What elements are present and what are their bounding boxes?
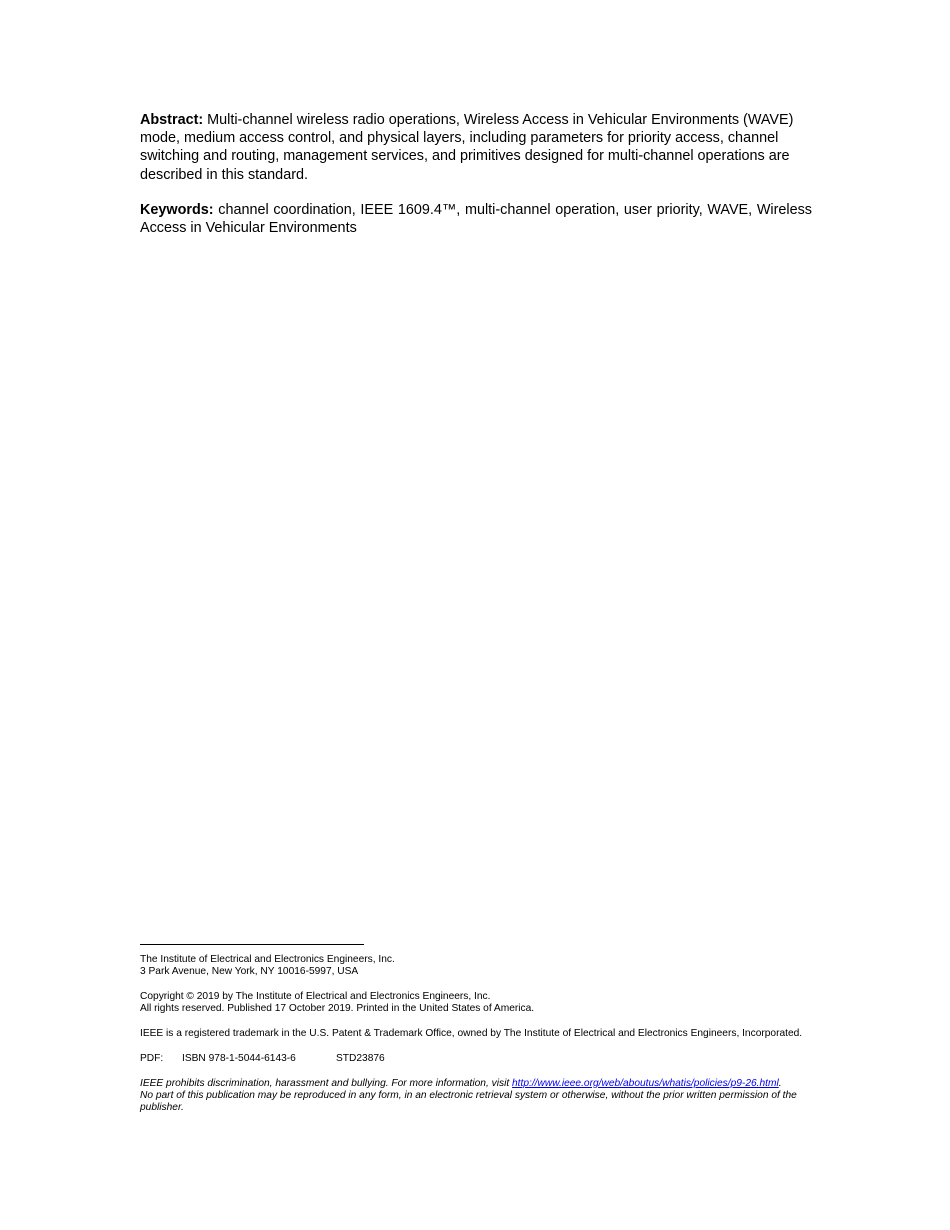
keywords-label: Keywords: xyxy=(140,201,214,218)
publisher-address: 3 Park Avenue, New York, NY 10016-5997, USA xyxy=(140,966,359,978)
legal-suffix: . xyxy=(778,1077,782,1089)
publication-footer xyxy=(140,954,816,1127)
reproduction-notice: No part of this publication may be reproduced in any form, in an electronic retrieval system or otherwise, without the prior written permission of the publisher. xyxy=(140,1089,797,1113)
trademark-notice: IEEE is a registered trademark in the U.S. Patent & Trademark Office, owned by The Institute of Electrical and Electronics Engineers, Incorporated. xyxy=(140,1028,803,1039)
isbn-number: ISBN 978-1-5044-6143-6 xyxy=(182,1052,296,1064)
rights-line: All rights reserved. Published 17 October 2019. Printed in the United States of America. xyxy=(140,1003,535,1015)
policy-link[interactable]: http://www.ieee.org/web/aboutus/whatis/policies/p9-26.html xyxy=(512,1077,779,1089)
keywords-text: channel coordination, IEEE 1609.4™, multi-channel operation, user priority, WAVE, Wireless Access in Vehicular Environments xyxy=(140,201,812,237)
abstract-paragraph xyxy=(140,111,812,184)
legal-prefix: IEEE prohibits discrimination, harassment and bullying. For more information, visit xyxy=(140,1077,510,1089)
copyright-block xyxy=(140,991,816,1015)
legal-notice xyxy=(140,1078,816,1115)
std-number: STD23876 xyxy=(336,1052,385,1064)
publisher-name: The Institute of Electrical and Electronics Engineers, Inc. xyxy=(140,954,395,965)
isbn-row xyxy=(140,1053,816,1065)
footnote-divider xyxy=(140,944,364,945)
abstract-section xyxy=(140,111,812,237)
copyright-line: Copyright © 2019 by The Institute of Electrical and Electronics Engineers, Inc. xyxy=(140,991,491,1002)
publisher-block xyxy=(140,954,816,978)
abstract-label: Abstract: xyxy=(140,112,204,128)
abstract-text: Multi-channel wireless radio operations, Wireless Access in Vehicular Environments (WAVE) mode, medium access control, and physical layers, including parameters for priority access, channel switching and routing, management services, and primitives designed for multi-channel operations are described in this standard. xyxy=(140,112,794,183)
keywords-paragraph xyxy=(140,201,812,237)
isbn-format: PDF: xyxy=(140,1052,164,1064)
